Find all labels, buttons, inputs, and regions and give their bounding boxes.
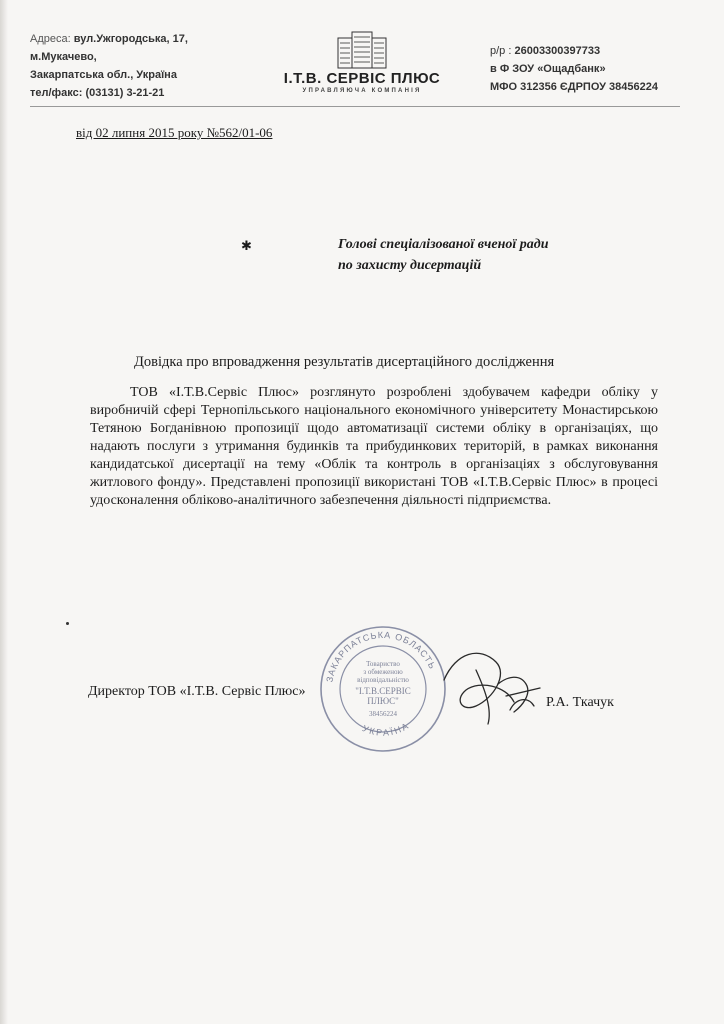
svg-text:ПЛЮС": ПЛЮС" xyxy=(367,696,399,706)
bank-name: в Ф ЗОУ «Ощадбанк» xyxy=(490,63,606,75)
svg-text:з обмеженою: з обмеженою xyxy=(363,668,403,676)
mark-glyph: ✱ xyxy=(241,238,252,253)
addressee-line-1: Голові спеціалізованої вченої ради xyxy=(338,237,549,252)
document-title: Довідка про впровадження результатів дисертаційного дослідження xyxy=(134,354,555,370)
bank-account-label: р/р : xyxy=(490,45,512,57)
address-line-2: м.Мукачево, xyxy=(30,51,97,63)
phone-number: (03131) 3-21-21 xyxy=(85,87,165,99)
addressee-line-2: по захисту дисертацій xyxy=(338,258,482,273)
svg-text:"І.Т.В.СЕРВІС: "І.Т.В.СЕРВІС xyxy=(355,686,411,696)
header-divider xyxy=(30,106,680,107)
address-line-1: вул.Ужгородська, 17, xyxy=(73,33,188,45)
logo-company-name: І.Т.В. СЕРВІС ПЛЮС xyxy=(283,70,441,87)
reference-number: від 02 липня 2015 року №562/01-06 xyxy=(76,125,273,140)
phone-label: тел/факс: xyxy=(30,87,83,99)
stray-dot xyxy=(66,622,69,625)
svg-text:Товариство: Товариство xyxy=(366,660,400,668)
svg-text:38456224: 38456224 xyxy=(369,710,397,718)
svg-text:ЗАКАРПАТСЬКА ОБЛАСТЬ: ЗАКАРПАТСЬКА ОБЛАСТЬ xyxy=(324,629,438,683)
svg-text:відповідальністю: відповідальністю xyxy=(357,676,409,684)
address-line-3: Закарпатська обл., Україна xyxy=(30,69,177,81)
body-paragraph: ТОВ «І.Т.В.Сервіс Плюс» розглянуто розроблені здобувачем кафедри обліку у виробничій сфері Тернопільського національного економічного університету Монастирською Тетяною Богданівною пропозиції щодо автоматизації системи обліку в організаціях, що надають послуги з утримання будинків та прибудинкових територій, в рамках виконання кандидатської дисертації на тему «Облік та контроль в організаціях з обслуговування житлового фонду». Представлені пропозиції використані ТОВ «І.Т.В.Сервіс Плюс» в процесі удосконалення обліково-аналітичного забезпечення діяльності підприємства. xyxy=(90,385,658,508)
company-address xyxy=(30,30,188,102)
company-seal xyxy=(318,624,448,754)
bank-details xyxy=(490,42,658,96)
company-logo xyxy=(282,28,442,100)
logo-subtitle: УПРАВЛЯЮЧА КОМПАНІЯ xyxy=(302,88,422,94)
address-label: Адреса: xyxy=(30,33,71,45)
svg-text:УКРАЇНА: УКРАЇНА xyxy=(360,719,412,738)
addressee xyxy=(338,234,549,276)
scan-edge-shadow xyxy=(0,0,8,1024)
bank-codes: МФО 312356 ЄДРПОУ 38456224 xyxy=(490,81,658,93)
bank-account: 26003300397733 xyxy=(514,45,601,57)
signatory-name: Р.А. Ткачук xyxy=(546,695,614,710)
building-icon xyxy=(282,28,442,70)
handwritten-signature xyxy=(436,640,546,730)
signatory-position: Директор ТОВ «І.Т.В. Сервіс Плюс» xyxy=(88,684,306,699)
